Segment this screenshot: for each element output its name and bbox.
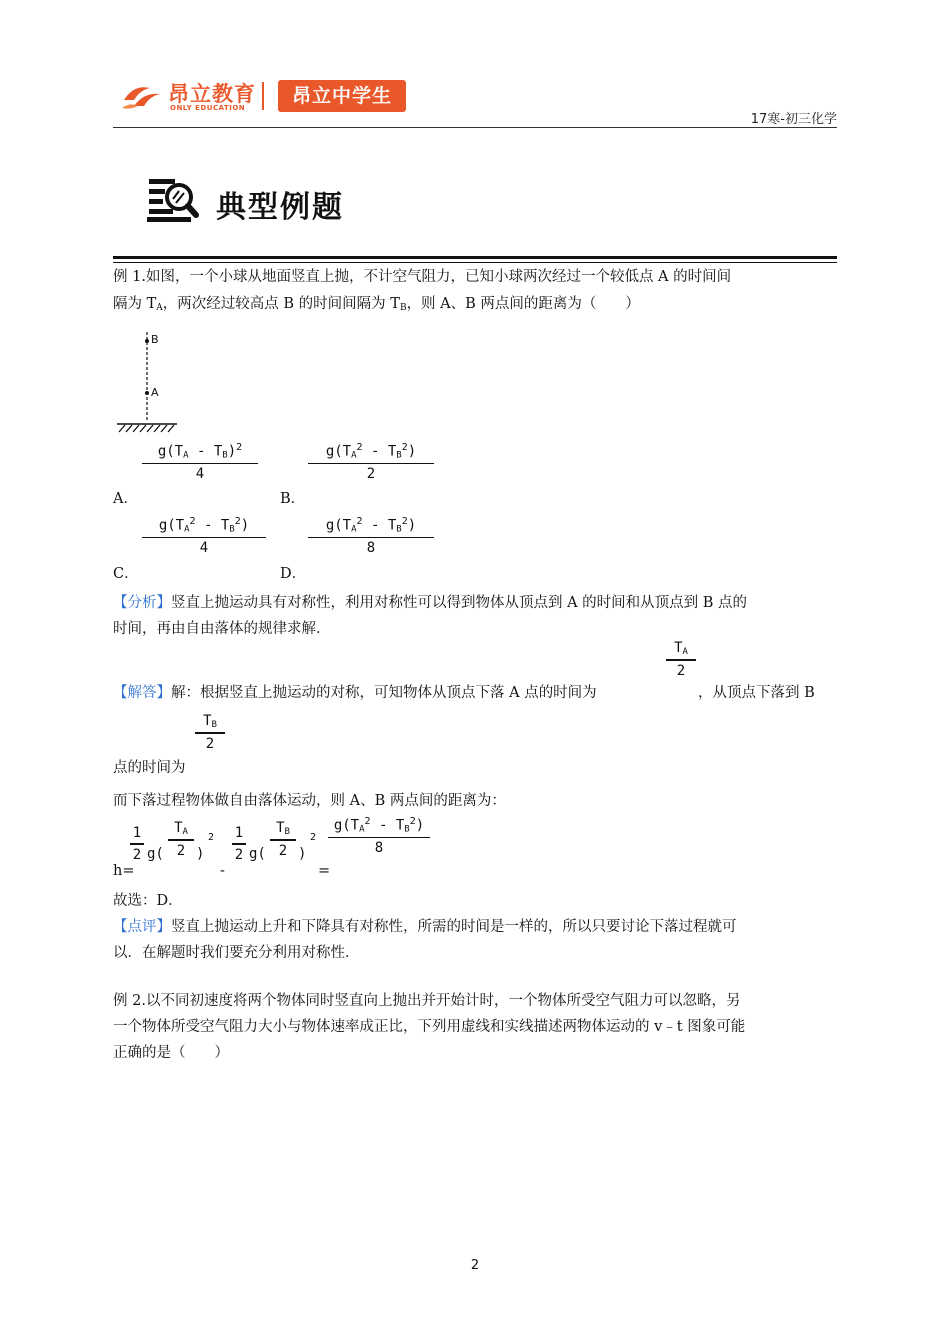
option-d-label[interactable]: D． <box>280 566 307 582</box>
page-number: 2 <box>470 1258 480 1273</box>
h-g-2: g( <box>249 846 266 862</box>
figure-label-b: B <box>151 333 159 346</box>
comment-line2: 以．在解题时我们要充分利用对称性． <box>113 945 360 961</box>
answer-choice: 故选：D． <box>113 893 183 909</box>
answer-fraction-ta: $T_A$ 2 <box>666 640 696 679</box>
example1-stem-line1: 例 1.如图，一个小球从地面竖直上抛，不计空气阻力，已知小球两次经过一个较低点 A 的时间间 <box>113 269 732 285</box>
brand-divider <box>262 82 264 110</box>
brand-english: ONLY EDUCATION <box>170 104 246 112</box>
h-result-fraction: $g(T_A^2 - T_B^2)$ 8 <box>328 816 430 856</box>
h-minus: - <box>220 863 225 879</box>
h-g-1: g( <box>147 846 164 862</box>
h-half-1: 1 2 <box>130 825 144 863</box>
option-c-fraction: $g(T_A^2 - T_B^2)$ 4 <box>142 516 266 556</box>
option-b-fraction: $g(T_A^2 - T_B^2)$ 2 <box>308 442 434 482</box>
answer-tag: 【解答】 <box>113 685 171 701</box>
example2-line2: 一个物体所受空气阻力大小与物体速率成正比，下列用虚线和实线描述两物体运动的 v﹣t 图象可能 <box>113 1019 746 1035</box>
h-tb-half: $T_B$ 2 <box>270 820 296 859</box>
analysis-line1: 【分析】竖直上抛运动具有对称性，利用对称性可以得到物体从顶点到 A 的时间和从顶点到 B 点的 <box>113 595 748 611</box>
header-divider <box>113 127 837 128</box>
answer-fraction-tb: $T_B$ 2 <box>195 713 225 752</box>
option-a-fraction: $g(T_A - T_B)^2$ 4 <box>142 442 258 482</box>
brand-logo-icon <box>120 80 164 114</box>
h-label: h= <box>113 863 135 879</box>
option-b-label[interactable]: B． <box>280 491 306 507</box>
section-rule-thick <box>113 256 837 259</box>
brand-badge: 昂立中学生 <box>278 80 406 112</box>
search-document-icon <box>147 175 199 223</box>
h-equals: = <box>318 863 331 879</box>
example2-line1: 例 2.以不同初速度将两个物体同时竖直向上抛出并开始计时，一个物体所受空气阻力可以忽略，另 <box>113 993 741 1009</box>
point-b <box>145 339 149 343</box>
h-sq-2: 2 <box>310 832 317 843</box>
h-close-2: ) <box>298 846 307 862</box>
answer-line1: 【解答】解：根据竖直上抛运动的对称，可知物体从顶点下落 A 点的时间为 <box>113 685 597 701</box>
figure-label-a: A <box>151 386 159 399</box>
answer-line1-tail: ，从顶点下落到 B <box>698 685 815 701</box>
point-a <box>145 391 149 395</box>
course-label: 17寒-初三化学 <box>750 112 837 127</box>
example2-line3: 正确的是（ ） <box>113 1045 229 1061</box>
section-title: 典型例题 <box>216 190 344 225</box>
comment-tag: 【点评】 <box>113 919 171 935</box>
h-sq-1: 2 <box>208 832 215 843</box>
example1-stem-line2: 隔为 $T_A$，两次经过较高点 B 的时间间隔为 $T_B$，则 A、B 两点间的距离为（ ） <box>113 296 640 313</box>
brand-name: 昂立教育 <box>168 82 256 106</box>
option-c-label[interactable]: C． <box>113 566 139 582</box>
section-rule-thin <box>113 262 837 263</box>
option-a-label[interactable]: A． <box>113 491 138 507</box>
h-ta-half: $T_A$ 2 <box>168 820 194 859</box>
projectile-figure <box>113 328 183 436</box>
answer-line3: 而下落过程物体做自由落体运动，则 A、B 两点间的距离为： <box>113 793 506 809</box>
comment-line1: 【点评】竖直上抛运动上升和下降具有对称性，所需的时间是一样的，所以只要讨论下落过程就可 <box>113 919 737 935</box>
option-d-fraction: $g(T_A^2 - T_B^2)$ 8 <box>308 516 434 556</box>
answer-line2: 点的时间为 <box>113 760 186 776</box>
h-close-1: ) <box>196 846 205 862</box>
analysis-line2: 时间，再由自由落体的规律求解． <box>113 621 331 637</box>
analysis-tag: 【分析】 <box>113 595 171 611</box>
h-half-2: 1 2 <box>232 825 246 863</box>
